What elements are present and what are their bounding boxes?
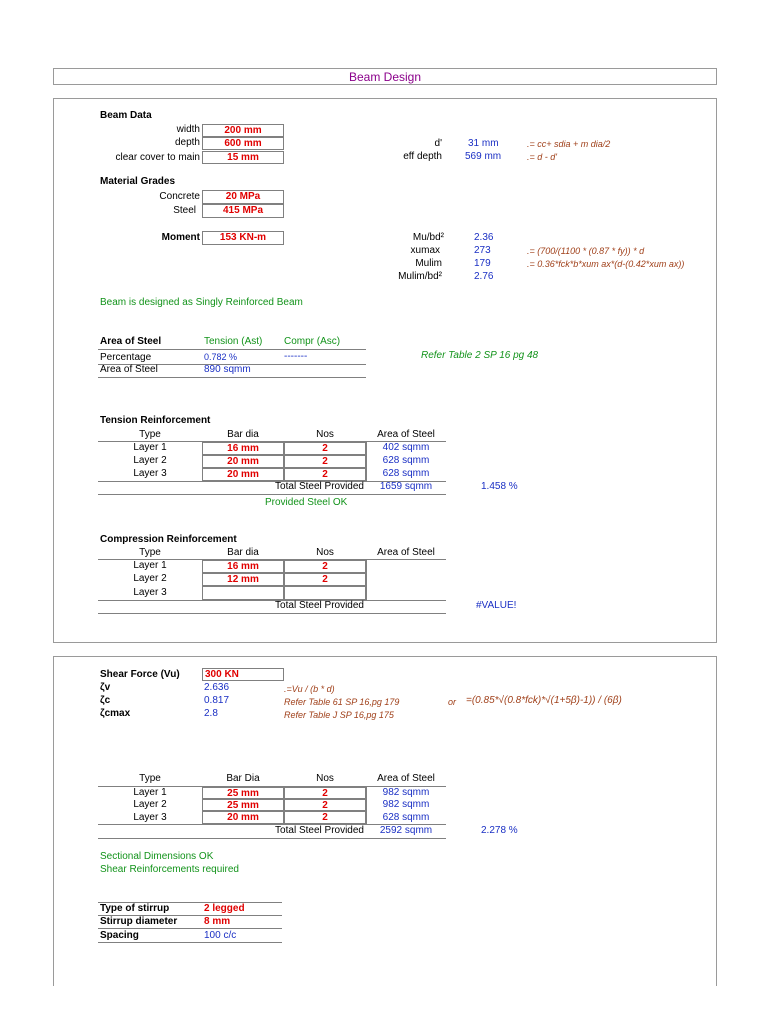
stirrup-dia-value[interactable]: 8 mm	[204, 916, 231, 927]
tv-formula: .=Vu / (b * d)	[284, 684, 335, 694]
tension-total-rule	[98, 494, 446, 495]
compression-row2-dia[interactable]: 12 mm	[202, 573, 284, 586]
shear-total-rule	[98, 838, 446, 839]
tc-formula: =(0.85*√(0.8*fck)*√(1+5β)-1)) / (6β)	[466, 695, 622, 706]
tv-value: 2.636	[204, 682, 230, 693]
shear-row1-nos[interactable]: 2	[284, 787, 366, 799]
mulim-label: Mulim	[415, 258, 442, 269]
tc-label: ζc	[100, 695, 111, 706]
mulimbd-value: 2.76	[474, 271, 494, 282]
compression-row1-nos[interactable]: 2	[284, 560, 366, 573]
tension-row1-nos[interactable]: 2	[284, 442, 366, 455]
shear-total-label: Total Steel Provided	[275, 825, 364, 836]
title-bar	[53, 68, 717, 85]
compression-row2-type: Layer 2	[133, 573, 167, 584]
tension-col-nos: Nos	[316, 429, 334, 440]
stirrup-type-value[interactable]: 2 legged	[204, 903, 245, 914]
spacing-label: Spacing	[100, 930, 139, 941]
tension-row3-type: Layer 3	[133, 468, 167, 479]
shear-total-pct: 2.278 %	[481, 825, 518, 836]
tension-row3-area: 628 sqmm	[382, 468, 430, 479]
stirrup-bottom-rule	[98, 942, 282, 943]
xumax-value: 273	[474, 245, 491, 256]
tcmax-value: 2.8	[204, 708, 218, 719]
tcmax-label: ζcmax	[100, 708, 131, 719]
stirrup-type-label: Type of stirrup	[100, 903, 170, 914]
steel-input[interactable]: 415 MPa	[202, 204, 284, 218]
tension-row3-nos[interactable]: 2	[284, 468, 366, 481]
shear-col-area: Area of Steel	[377, 773, 435, 784]
tension-heading: Tension Reinforcement	[100, 415, 211, 426]
stirrup-dia-label: Stirrup diameter	[100, 916, 178, 927]
compression-col-dia: Bar dia	[227, 547, 259, 558]
area-steel-rule-3	[98, 377, 366, 378]
compression-row3-nos[interactable]	[284, 586, 366, 600]
tension-total-value: 1659 sqmm	[379, 481, 433, 492]
compression-total-label: Total Steel Provided	[275, 600, 364, 611]
shear-row3-dia[interactable]: 20 mm	[202, 811, 284, 824]
eff-depth-formula: .= d - d'	[527, 152, 557, 162]
eff-depth-label: eff depth	[403, 151, 442, 162]
shear-col-type: Type	[139, 773, 161, 784]
compression-row1-type: Layer 1	[133, 560, 167, 571]
shear-row1-type: Layer 1	[133, 787, 167, 798]
tension-ast-heading: Tension (Ast)	[204, 336, 263, 347]
shear-row3-nos[interactable]: 2	[284, 811, 366, 824]
d-prime-formula: .= cc+ sdia + m dia/2	[527, 139, 611, 149]
compression-row1-dia[interactable]: 16 mm	[202, 560, 284, 573]
concrete-label: Concrete	[159, 191, 200, 202]
cover-label: clear cover to main	[115, 152, 200, 163]
tension-row2-area: 628 sqmm	[382, 455, 430, 466]
tv-label: ζv	[100, 682, 111, 693]
cover-input[interactable]: 15 mm	[202, 151, 284, 164]
compression-total-rule	[98, 613, 446, 614]
depth-label: depth	[174, 137, 200, 148]
spacing-value: 100 c/c	[204, 930, 237, 941]
shear-row1-area: 982 sqmm	[382, 787, 430, 798]
shear-total-value: 2592 sqmm	[379, 825, 433, 836]
compression-col-area: Area of Steel	[377, 547, 435, 558]
tension-row1-dia[interactable]: 16 mm	[202, 442, 284, 455]
compression-total-value: #VALUE!	[476, 600, 517, 611]
tc-value: 0.817	[204, 695, 230, 706]
moment-label: Moment	[161, 232, 200, 243]
tc-or: or	[448, 697, 457, 707]
xumax-label: xumax	[410, 245, 440, 256]
tension-row1-type: Layer 1	[133, 442, 167, 453]
width-label: width	[176, 124, 200, 135]
mulimbd-label: Mulim/bd²	[398, 271, 442, 282]
tension-row2-nos[interactable]: 2	[284, 455, 366, 468]
shear-row2-dia[interactable]: 25 mm	[202, 799, 284, 811]
shear-row3-area: 628 sqmm	[382, 812, 430, 823]
moment-input[interactable]: 153 KN-m	[202, 231, 284, 245]
area-steel-ref: Refer Table 2 SP 16 pg 48	[421, 350, 539, 361]
compression-col-nos: Nos	[316, 547, 334, 558]
compression-row3-dia[interactable]	[202, 586, 284, 600]
sectional-ok-message: Sectional Dimensions OK	[100, 851, 214, 862]
compression-row2-nos[interactable]: 2	[284, 573, 366, 586]
shear-right-rule	[366, 786, 367, 824]
area-label: Area of Steel	[100, 364, 158, 375]
xumax-formula: .= (700/(1100 * (0.87 * fy)) * d	[527, 246, 645, 256]
area-steel-rule	[98, 349, 366, 350]
steel-label: Steel	[173, 205, 196, 216]
tcmax-ref: Refer Table J SP 16,pg 175	[284, 710, 394, 720]
compression-row3-type: Layer 3	[133, 587, 167, 598]
material-heading: Material Grades	[100, 176, 176, 187]
tension-col-dia: Bar dia	[227, 429, 259, 440]
provided-steel-ok: Provided Steel OK	[265, 497, 348, 508]
compression-col-type: Type	[139, 547, 161, 558]
shear-row2-area: 982 sqmm	[382, 799, 430, 810]
tension-total-label: Total Steel Provided	[275, 481, 364, 492]
beam-data-heading: Beam Data	[100, 110, 152, 121]
percentage-value: 0.782 %	[204, 352, 238, 362]
shear-row2-nos[interactable]: 2	[284, 799, 366, 811]
tension-col-type: Type	[139, 429, 161, 440]
depth-input[interactable]: 600 mm	[202, 137, 284, 150]
shear-row2-type: Layer 2	[133, 799, 167, 810]
compression-heading: Compression Reinforcement	[100, 534, 237, 545]
percentage-label: Percentage	[100, 352, 152, 363]
compr-asc-heading: Compr (Asc)	[284, 336, 341, 347]
page-title: Beam Design	[348, 70, 422, 84]
mubd-label: Mu/bd²	[412, 232, 444, 243]
shear-force-label: Shear Force (Vu)	[100, 669, 180, 680]
compr-value: -------	[284, 351, 308, 362]
shear-row1-dia[interactable]: 25 mm	[202, 787, 284, 799]
mubd-value: 2.36	[474, 232, 494, 243]
mulim-formula: .= 0.36*fck*b*xum ax*(d-(0.42*xum ax))	[527, 259, 685, 269]
tension-total-pct: 1.458 %	[481, 481, 518, 492]
tension-row3-dia[interactable]: 20 mm	[202, 468, 284, 481]
design-message: Beam is designed as Singly Reinforced Beam	[100, 297, 303, 308]
shear-force-input[interactable]: 300 KN	[202, 668, 284, 681]
tension-row2-type: Layer 2	[133, 455, 167, 466]
area-value: 890 sqmm	[204, 364, 251, 375]
width-input[interactable]: 200 mm	[202, 124, 284, 137]
shear-reinf-message: Shear Reinforcements required	[100, 864, 239, 875]
d-prime-value: 31 mm	[468, 138, 499, 149]
compression-right-rule	[366, 559, 367, 600]
shear-row3-type: Layer 3	[133, 812, 167, 823]
tension-row1-area: 402 sqmm	[382, 442, 430, 453]
stirrup-rule-2	[98, 928, 282, 929]
area-steel-heading: Area of Steel	[100, 336, 162, 347]
tension-row2-dia[interactable]: 20 mm	[202, 455, 284, 468]
mulim-value: 179	[474, 258, 491, 269]
concrete-input[interactable]: 20 MPa	[202, 190, 284, 204]
shear-col-dia: Bar Dia	[226, 773, 260, 784]
eff-depth-value: 569 mm	[465, 151, 502, 162]
tc-ref: Refer Table 61 SP 16,pg 179	[284, 697, 400, 707]
d-prime-label: d'	[434, 138, 442, 149]
tension-right-rule	[366, 441, 367, 481]
shear-col-nos: Nos	[316, 773, 334, 784]
tension-col-area: Area of Steel	[377, 429, 435, 440]
